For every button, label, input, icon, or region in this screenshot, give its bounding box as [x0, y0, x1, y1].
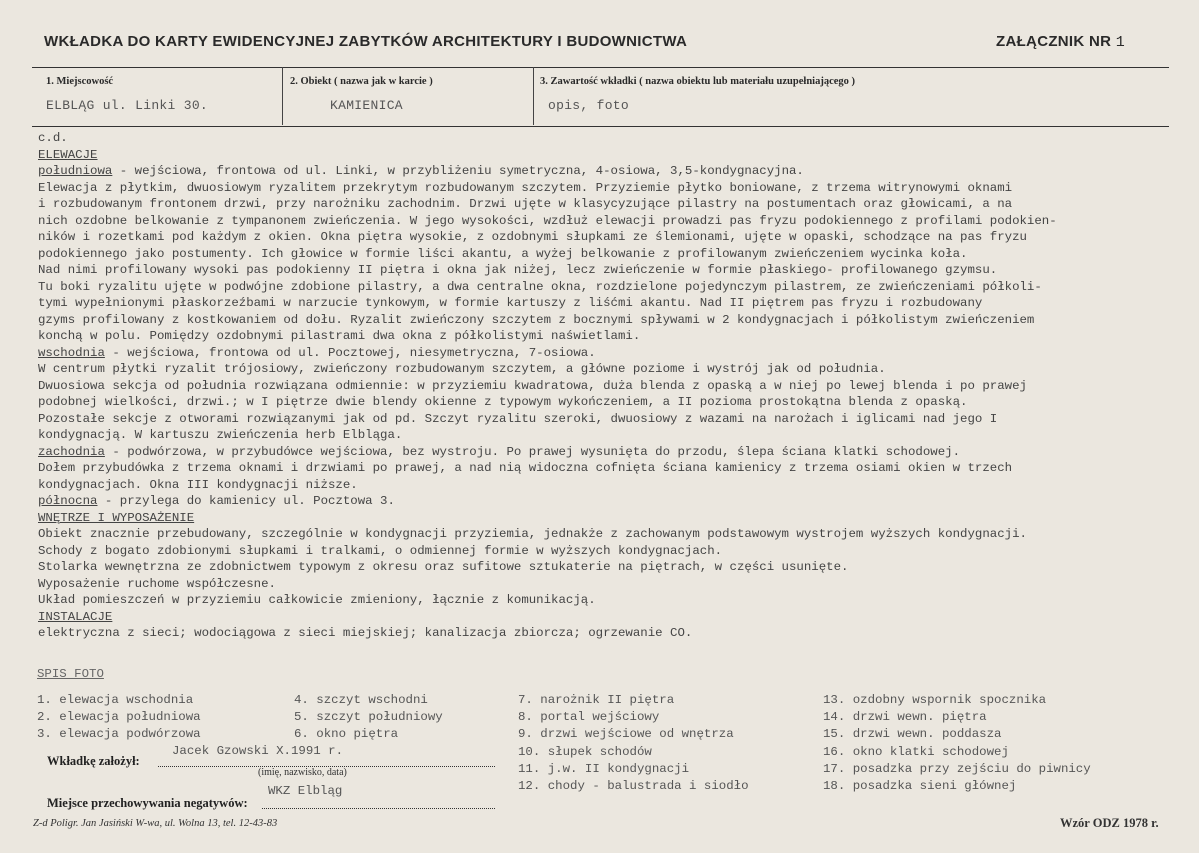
body-line	[38, 378, 1188, 395]
underlined-heading: zachodnia	[38, 444, 105, 459]
body-line	[38, 361, 1188, 378]
body-line	[38, 526, 1188, 543]
body-text: ników i rozetkami pod każdym z okien. Okna piętra wysokie, z ozdobnymi słupkami ze ślemionami, ujęte w opaski, schodzące na pas fryzu	[38, 230, 1027, 244]
body-line	[38, 295, 1188, 312]
photo-list-col-4	[823, 692, 1091, 795]
body-line	[38, 625, 1188, 642]
body-text: Schody z bogato zdobionymi słupkami i tralkami, o odmiennej formie w wyższych kondygnacjach.	[38, 543, 723, 558]
photo-list-item: 16. okno klatki schodowej	[823, 744, 1009, 759]
annex-text: ZAŁĄCZNIK NR	[996, 33, 1112, 50]
author-value: Jacek Gzowski X.1991 r.	[172, 744, 344, 758]
photo-list-item: 13. ozdobny wspornik spocznika	[823, 693, 1047, 707]
underlined-heading: południowa	[38, 164, 113, 178]
body-text: Tu boki ryzalitu ujęte w podwójne zdobione pilastry, a dwa centralne okna, rozdzielone pojedynczym pilastrem, ze zwieńczeniami półkoli-	[38, 279, 1042, 294]
body-line	[38, 345, 1188, 362]
body-line	[38, 312, 1188, 329]
storage-value: WKZ Elbląg	[268, 784, 343, 798]
field-1-label: 1. Miejscowość	[46, 76, 114, 87]
body-line	[38, 411, 1188, 428]
body-line	[38, 460, 1188, 477]
field-divider	[533, 67, 534, 125]
photo-list-item: 17. posadzka przy zejściu do piwnicy	[823, 761, 1091, 776]
body-line	[38, 576, 1188, 593]
photo-list-item: 8. portal wejściowy	[518, 710, 660, 725]
field-divider	[282, 67, 283, 125]
printer-imprint: Z-d Poligr. Jan Jasiński W-wa, ul. Wolna 13, tel. 12-43-83	[33, 818, 278, 829]
underlined-heading: północna	[38, 494, 98, 508]
storage-dotted-line	[262, 808, 495, 809]
photo-list-item: 15. drzwi wewn. poddasza	[823, 727, 1002, 742]
body-text: nich ozdobne belkowanie z tympanonem zwieńczenia. W jego wysokości, wzdłuż elewacji prowadzi pas fryzu podokiennego z profilami podokien-	[38, 213, 1057, 228]
field-1-value: ELBLĄG ul. Linki 30.	[46, 98, 209, 113]
body-line	[38, 394, 1188, 411]
body-text: c.d.	[38, 131, 68, 145]
body-line	[38, 196, 1188, 213]
body-line	[38, 477, 1188, 494]
body-text: kondygnacjach. Okna III kondygnacji niższe.	[38, 477, 358, 492]
body-text: - wejściowa, frontowa od ul. Pocztowej, niesymetryczna, 7-osiowa.	[104, 345, 596, 360]
body-text: Obiekt znacznie przebudowany, szczególnie w kondygnacji przyziemia, jednakże z zachowanym podstawowym wystrojem wyższych kondygnacji.	[38, 527, 1027, 541]
field-2-label: 2. Obiekt ( nazwa jak w karcie )	[290, 76, 433, 87]
photo-list-item: 4. szczyt wschodni	[294, 693, 428, 707]
body-line	[38, 609, 1188, 626]
body-text: Stolarka wewnętrzna ze zdobnictwem typowym z okresu oraz sufitowe sztukaterie na piętrach, w części usunięte.	[38, 560, 849, 574]
field-3-label: 3. Zawartość wkładki ( nazwa obiektu lub materiału uzupełniającego )	[540, 76, 856, 87]
photo-list-item: 5. szczyt południowy	[294, 710, 443, 725]
photo-list-item: 7. narożnik II piętra	[518, 693, 675, 707]
body-text: Pozostałe sekcje z otworami rozwiązanymi jak od pd. Szczyt ryzalitu szeroki, dwuosiowy z wazami na narożach i iglicami nad jego I	[38, 411, 998, 426]
body-text: Nad nimi profilowany wysoki pas podokienny II piętra i okna jak niżej, lecz zwieńczenie w formie płaskiego- profilowanego gzymsu.	[38, 263, 998, 277]
body-line	[38, 279, 1188, 296]
underlined-heading: INSTALACJE	[38, 609, 113, 624]
body-line	[38, 180, 1188, 197]
body-text: Elewacja z płytkim, dwuosiowym ryzalitem przekrytym rozbudowanym szczytem. Przyziemie płytko boniowane, z trzema witrynowymi oknami	[38, 180, 1013, 195]
body-line	[38, 246, 1188, 263]
form-title: WKŁADKA DO KARTY EWIDENCYJNEJ ZABYTKÓW ARCHITEKTURY I BUDOWNICTWA	[44, 33, 688, 50]
body-line	[38, 427, 1188, 444]
photo-list-item: 6. okno piętra	[294, 727, 399, 742]
body-text: kondygnacją. W kartuszu zwieńczenia herb Elbląga.	[38, 428, 403, 442]
body-line	[38, 213, 1188, 230]
body-text: Dołem przybudówka z trzema oknami i drzwiami po prawej, a nad nią widoczna cofnięta ściana kamienicy z trzema osiami okien w trzech	[38, 461, 1013, 475]
body-line	[38, 130, 1188, 147]
body-line	[38, 510, 1188, 527]
author-hint: (imię, nazwisko, data)	[258, 767, 347, 778]
photo-list-col-2	[294, 692, 443, 744]
photo-list-item: 11. j.w. II kondygnacji	[518, 761, 690, 776]
storage-label: Miejsce przechowywania negatywów:	[47, 796, 248, 810]
body-line	[38, 163, 1188, 180]
photo-list-col-3	[518, 692, 749, 795]
body-text: podobnej wielkości, drzwi.; w I piętrze dwie blendy okienne z typowym wykończeniem, a II pozioma prostokątna blenda z opaską.	[38, 395, 968, 409]
field-3-value: opis, foto	[548, 98, 630, 113]
underlined-heading: WNĘTRZE I WYPOSAŻENIE	[38, 510, 195, 525]
annex-number: 1	[1115, 34, 1126, 51]
body-text: podokiennego jako postumenty. Ich głowice w formie liści akantu, a wyżej belkowanie z profilowanym zwieńczeniem wycinka koła.	[38, 246, 968, 261]
photo-list-item: 9. drzwi wejściowe od wnętrza	[518, 727, 734, 742]
body-text: Układ pomieszczeń w przyziemiu całkowicie zmieniony, łącznie z komunikacją.	[38, 593, 596, 607]
body-text: Dwuosiowa sekcja od południa rozwiązana odmiennie: w przyziemiu kwadratowa, duża blenda z opaską a w niej po lewej blenda i po prawej	[38, 378, 1027, 393]
body-text: - podwórzowa, w przybudówce wejściowa, bez wystroju. Po prawej wysunięta do przodu, ślepa ściana klatki schodowej.	[104, 444, 961, 459]
body-text: Wyposażenie ruchome współczesne.	[38, 576, 276, 591]
description-body	[38, 130, 1188, 642]
body-line	[38, 444, 1188, 461]
body-line	[38, 262, 1188, 279]
body-line	[38, 543, 1188, 560]
body-line	[38, 229, 1188, 246]
form-pattern: Wzór ODZ 1978 r.	[1060, 816, 1159, 830]
field-2-value: KAMIENICA	[330, 98, 403, 113]
author-label: Wkładkę założył:	[47, 754, 140, 768]
photo-list-col-1	[37, 692, 201, 744]
body-text: konchą w polu. Pomiędzy ozdobnymi pilastrami dwa okna z półkolistymi naświetlami.	[38, 329, 641, 343]
body-text: - wejściowa, frontowa od ul. Linki, w przybliżeniu symetryczna, 4-osiowa, 3,5-kondygnacyjna.	[112, 164, 804, 178]
photo-list-item: 3. elewacja podwórzowa	[37, 727, 201, 742]
photo-list-item: 18. posadzka sieni głównej	[823, 779, 1017, 794]
body-line	[38, 328, 1188, 345]
body-text: tymi wypełnionymi płaskorzeźbami w narzucie tynkowym, w formie kartuszy z liśćmi akantu. Nad II piętrem pas fryzu i rozbudowany	[38, 296, 983, 310]
body-text: i rozbudowanym frontonem drzwi, przy narożniku zachodnim. Drzwi ujęte w klasycyzujące pilastry na postumentach oraz głowicami, a na	[38, 197, 1013, 211]
body-line	[38, 592, 1188, 609]
body-text: - przylega do kamienicy ul. Pocztowa 3.	[97, 494, 395, 508]
body-text: gzyms profilowany z kostkowaniem od dołu. Ryzalit zwieńczony szczytem z bocznymi spływami w 2 kondygnacjach i półkolistym zwieńczeniem	[38, 312, 1035, 327]
body-line	[38, 493, 1188, 510]
photo-list-item: 12. chody - balustrada i siodło	[518, 779, 749, 794]
underlined-heading: wschodnia	[38, 345, 105, 360]
annex-label	[996, 33, 1125, 51]
photo-list-item: 1. elewacja wschodnia	[37, 693, 194, 707]
underlined-heading: ELEWACJE	[38, 147, 98, 162]
photo-list-heading: SPIS FOTO	[37, 667, 104, 681]
body-text: W centrum płytki ryzalit trójosiowy, zwieńczony rozbudowanym szczytem, a główne poziome i wystrój jak od południa.	[38, 362, 886, 376]
body-line	[38, 559, 1188, 576]
body-text: elektryczna z sieci; wodociągowa z sieci miejskiej; kanalizacja zbiorcza; ogrzewanie CO.	[38, 626, 693, 640]
photo-list-item: 2. elewacja południowa	[37, 710, 201, 725]
body-line	[38, 147, 1188, 164]
photo-list-item: 10. słupek schodów	[518, 744, 652, 759]
photo-list-item: 14. drzwi wewn. piętra	[823, 710, 987, 725]
